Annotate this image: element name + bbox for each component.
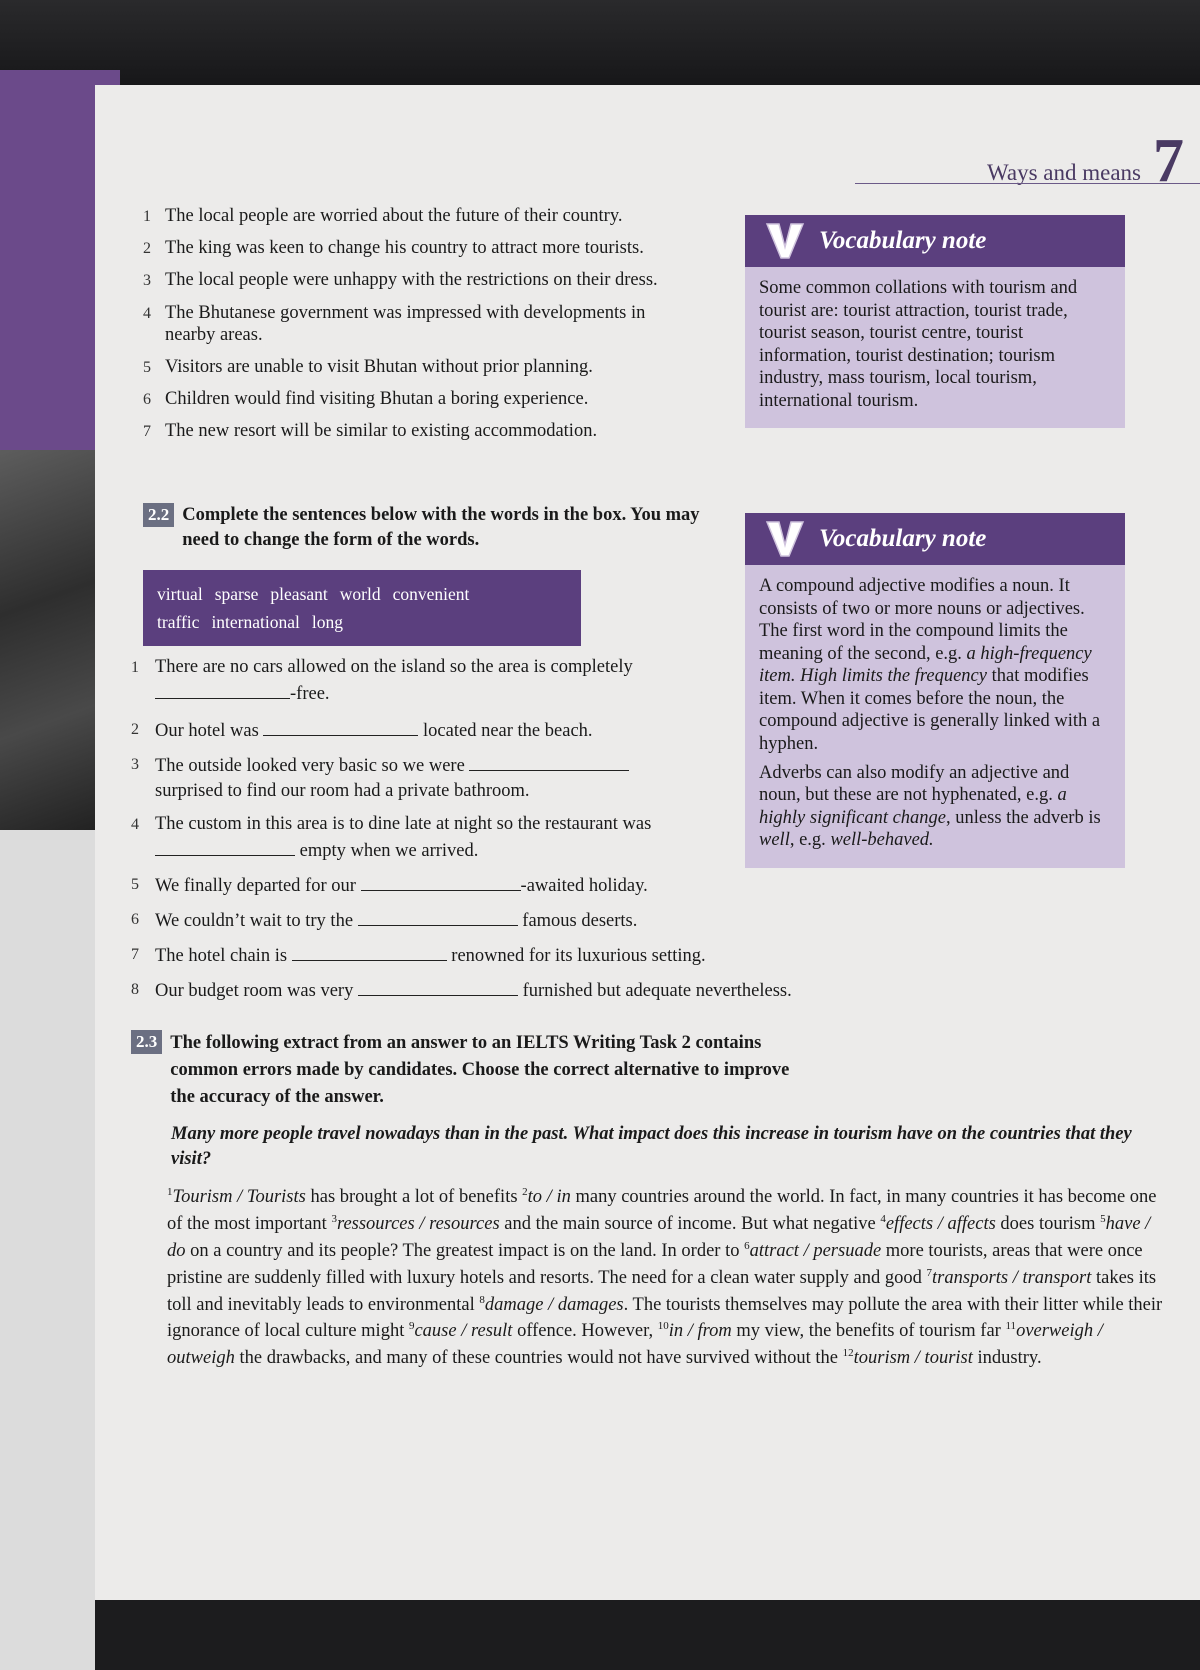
gap-number: 3 [331, 1213, 337, 1226]
sentence-before: The outside looked very basic so we were [155, 755, 465, 776]
item-text: Visitors are unable to visit Bhutan without prior planning. [165, 356, 593, 377]
gap-number: 6 [744, 1239, 750, 1252]
essay-text: takes its toll and inevitably leads to environmental [167, 1267, 1157, 1315]
essay-text: . The tourists themselves may pollute the area with their litter while their ignorance of local culture might [167, 1294, 1163, 1342]
alternative-choice[interactable]: transports / transport [932, 1267, 1092, 1288]
note-text: that modifies item. When it comes before the noun, the compound adjective is generally linked with a hyphen. [759, 666, 1101, 754]
item-number: 6 [131, 910, 139, 928]
vocabulary-note-text: Some common collations with tourism and tourist are: tourist attraction, tourist trade, tourist season, tourist centre, tourist information, tourist destination; tourism industry, mass tourism, local tourism, international tourism. [759, 278, 1078, 411]
alternative-choice[interactable]: cause / result [414, 1321, 513, 1342]
note-example: a high-frequency item. [759, 643, 1092, 687]
desk-background [0, 0, 1200, 90]
note-example: well [759, 830, 790, 851]
alternative-choice[interactable]: overweigh / outweigh [167, 1321, 1103, 1369]
alternative-choice[interactable]: tourism / tourist [853, 1348, 973, 1369]
vocabulary-note-paragraph [759, 762, 1111, 852]
word-box-item: world [339, 584, 381, 604]
essay-text: does tourism [995, 1214, 1101, 1235]
section-2-2-heading [143, 503, 703, 553]
alternative-choice[interactable]: ressources / resources [336, 1214, 500, 1235]
sentence-after: located near the beach. [423, 720, 593, 741]
item-number: 3 [143, 272, 151, 290]
list-item [143, 302, 753, 346]
sentence-before: The hotel chain is [155, 945, 288, 966]
list-item [143, 388, 753, 410]
essay-text: offence. However, [512, 1321, 658, 1342]
cover-photo-strip [0, 450, 95, 830]
word-box-item: sparse [214, 584, 259, 604]
section-number: 2.2 [143, 503, 174, 527]
word-box-item: convenient [392, 584, 470, 604]
gap-number: 5 [1100, 1213, 1106, 1226]
sentence-after: famous deserts. [522, 910, 638, 931]
answer-blank[interactable] [263, 717, 418, 736]
item-number: 3 [131, 755, 139, 773]
vocabulary-note-title: Vocabulary note [819, 227, 987, 254]
alternative-choice[interactable]: effects / affects [885, 1214, 996, 1235]
gap-fill-item [131, 872, 851, 899]
sentence-after: surprised to find our room had a private bathroom. [155, 780, 530, 801]
item-text: The new resort will be similar to existing accommodation. [165, 421, 598, 442]
vocabulary-note-header [745, 513, 1125, 565]
answer-blank[interactable] [358, 977, 518, 996]
item-number: 4 [131, 815, 139, 833]
sentence-after: furnished but adequate nevertheless. [522, 980, 792, 1001]
sentence-before: The custom in this area is to dine late at night so the restaurant was [155, 813, 652, 834]
section-instruction: Complete the sentences below with the words in the box. You may need to change the form of the words. [182, 505, 700, 550]
book-page [95, 85, 1200, 1600]
gap-fill-item [131, 907, 851, 934]
gap-fill-item [131, 717, 851, 744]
item-number: 2 [131, 720, 139, 738]
alternative-choice[interactable]: attract / persuade [749, 1241, 882, 1261]
note-example: well-behaved. [830, 830, 934, 851]
section-number: 2.3 [131, 1030, 162, 1054]
essay-extract [167, 1184, 1171, 1372]
list-item [143, 205, 753, 227]
answer-blank[interactable] [292, 942, 447, 961]
essay-text: many countries around the world. In fact, in many countries it has become one of the most important [167, 1187, 1157, 1235]
section-2-3-heading [131, 1030, 1171, 1110]
vocabulary-note-body [745, 267, 1125, 428]
vocabulary-note-compound-adjectives [745, 513, 1125, 868]
gap-number: 8 [479, 1293, 485, 1306]
cover-white-strip [0, 830, 95, 1670]
note-text: Adverbs can also modify an adjective and noun, but these are not hyphenated, e.g. [759, 762, 1070, 806]
v-letter-icon [765, 221, 805, 261]
list-item [143, 420, 753, 442]
sentence-after: renowned for its luxurious setting. [451, 945, 706, 966]
item-text: Children would find visiting Bhutan a boring experience. [165, 389, 589, 410]
word-box-item: international [211, 612, 300, 632]
item-number: 7 [143, 423, 151, 441]
item-number: 2 [143, 240, 151, 258]
gap-number: 12 [842, 1347, 854, 1360]
alternative-choice[interactable]: Tourism / Tourists [172, 1187, 306, 1208]
note-example: frequency [914, 666, 987, 687]
note-text: High limits the [800, 666, 911, 687]
gap-fill-item [131, 812, 851, 864]
essay-text: my view, the benefits of tourism far [731, 1321, 1006, 1342]
essay-question: Many more people travel nowadays than in the past. What impact does this increase in tourism have on the countries that they visit? [171, 1124, 1132, 1170]
alternative-choice[interactable]: in / from [668, 1321, 732, 1342]
word-box-item: virtual [157, 584, 203, 604]
alternative-choice[interactable]: damage / damages [484, 1294, 624, 1315]
vocabulary-note-body [745, 565, 1125, 868]
item-number: 1 [131, 659, 139, 676]
header-rule [855, 183, 1200, 184]
section-2-3 [131, 1030, 1171, 1372]
vocabulary-note-header [745, 215, 1125, 267]
sentence-before: Our hotel was [155, 720, 259, 741]
note-text: A compound adjective modifies a noun. It consists of two or more nouns or adjectives. The first word in the compound limits the meaning of the second, e.g. [759, 576, 1085, 664]
gap-fill-item [131, 942, 851, 969]
gap-fill-item [131, 655, 851, 707]
gap-fill-list [131, 655, 851, 1004]
item-number: 5 [143, 358, 151, 376]
sentence-after: empty when we arrived. [299, 840, 479, 861]
word-box-item: traffic [157, 612, 200, 632]
vocabulary-note-collocations [745, 215, 1125, 428]
gap-number: 4 [880, 1213, 886, 1226]
answer-blank[interactable] [358, 907, 518, 926]
essay-text: has brought a lot of benefits [305, 1187, 523, 1208]
gap-fill-item [131, 752, 851, 804]
answer-blank[interactable] [155, 837, 295, 856]
note-text: , unless the adverb is [946, 807, 1101, 828]
chapter-title: Ways and means [987, 160, 1141, 185]
sentence-before: Our budget room was very [155, 980, 354, 1001]
section-instruction: The following extract from an answer to an IELTS Writing Task 2 contains common errors made by candidates. Choose the correct alternative to improve the accuracy of the answer. [170, 1033, 790, 1107]
word-box-item: long [311, 612, 344, 632]
item-number: 5 [131, 875, 139, 893]
item-text: The local people are worried about the future of their country. [165, 206, 623, 226]
vocabulary-note-paragraph [759, 575, 1111, 756]
gap-number: 9 [408, 1320, 415, 1333]
unit-number: 7 [1153, 127, 1184, 195]
gap-fill-item [131, 977, 851, 1004]
list-item [143, 237, 753, 259]
sentence-before: We finally departed for our [155, 875, 356, 896]
gap-number: 1 [167, 1186, 173, 1199]
alternative-choice[interactable]: to / in [527, 1187, 571, 1208]
essay-text: on a country and its people? The greatest impact is on the land. In order to [185, 1241, 745, 1261]
essay-text: the drawbacks, and many of these countries would not have survived without the [234, 1348, 843, 1369]
item-number: 6 [143, 391, 151, 409]
answer-blank[interactable] [155, 680, 290, 699]
word-box [143, 570, 581, 646]
gap-number: 10 [657, 1320, 669, 1333]
note-text: , e.g. [789, 830, 826, 851]
item-text: The local people were unhappy with the restrictions on their dress. [165, 270, 658, 291]
item-number: 8 [131, 980, 139, 998]
vocabulary-note-title: Vocabulary note [819, 525, 987, 552]
item-number: 7 [131, 945, 139, 963]
item-text: The Bhutanese government was impressed with developments in nearby areas. [165, 302, 646, 345]
item-number: 4 [143, 304, 151, 322]
essay-text: industry. [972, 1348, 1042, 1369]
sentence-before: We couldn’t wait to try the [155, 910, 354, 931]
item-number: 1 [143, 208, 151, 225]
word-box-item: pleasant [270, 584, 328, 604]
essay-text: more tourists, areas that were once pristine are suddenly filled with luxury hotels and resorts. The need for a clean water supply and good [167, 1241, 1143, 1288]
answer-blank[interactable] [361, 872, 521, 891]
alternative-choice[interactable]: have / do [167, 1214, 1151, 1261]
v-letter-icon [765, 519, 805, 559]
sentence-before: There are no cars allowed on the island so the area is completely [155, 657, 633, 677]
list-item [143, 356, 753, 378]
essay-text: and the main source of income. But what negative [499, 1214, 881, 1235]
gap-number: 11 [1005, 1320, 1017, 1333]
note-example: a highly significant change [759, 785, 1067, 828]
answer-blank[interactable] [469, 752, 629, 771]
list-item [143, 269, 753, 291]
gap-number: 7 [926, 1266, 932, 1279]
gap-number: 2 [522, 1186, 528, 1199]
sentence-after: -free. [290, 683, 330, 704]
sentence-after: -awaited holiday. [520, 875, 648, 896]
item-text: The king was keen to change his country to attract more tourists. [165, 238, 644, 259]
statement-list [143, 205, 753, 453]
